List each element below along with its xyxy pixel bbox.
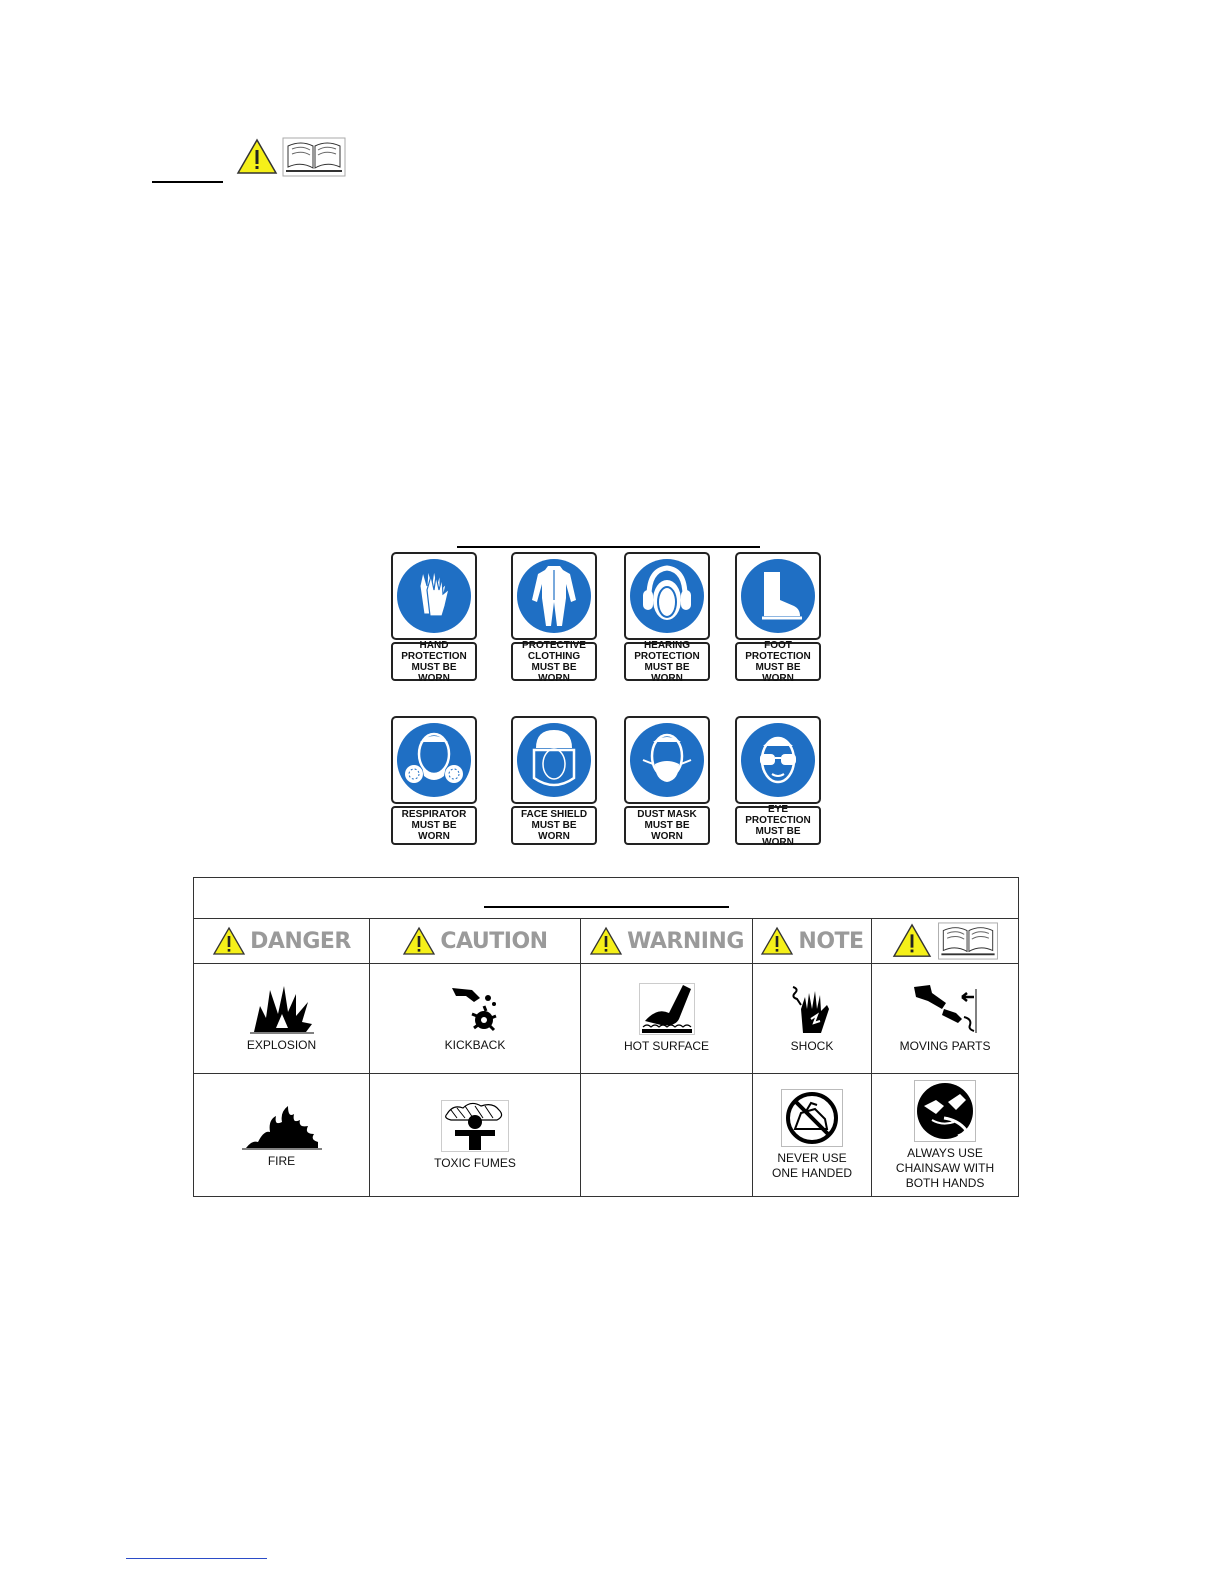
no-one-handed-icon <box>781 1089 843 1147</box>
manual-book-icon <box>937 922 999 960</box>
ppe-sign-dust-mask <box>623 715 711 845</box>
level-warning <box>581 919 753 964</box>
hazard-label: MOVING PARTS <box>899 1039 991 1053</box>
heading-underline <box>152 181 223 183</box>
explosion-icon <box>250 984 314 1034</box>
hazard-label: TOXIC FUMES <box>434 1155 516 1170</box>
fire-icon <box>242 1102 322 1150</box>
ppe-heading-underline <box>457 546 760 548</box>
moving-parts-icon <box>912 983 978 1035</box>
level-label: NOTE <box>798 928 864 954</box>
hazard-both-hands <box>872 1074 1019 1197</box>
footer-link-underline <box>126 1558 267 1559</box>
hazard-explosion <box>194 964 370 1074</box>
hazard-fire <box>194 1074 370 1197</box>
ppe-label: FACE SHIELD MUST BE WORN <box>511 806 597 845</box>
level-read-manual <box>872 919 1019 964</box>
goggles-icon <box>740 720 816 800</box>
ppe-sign-face-shield <box>510 715 598 845</box>
gloves-icon <box>396 556 472 636</box>
both-hands-icon <box>914 1080 976 1142</box>
ppe-label: HAND PROTECTION MUST BE WORN <box>391 642 477 681</box>
hazard-label: ALWAYS USE CHAINSAW WITH BOTH HANDS <box>895 1145 995 1190</box>
hazard-shock <box>753 964 872 1074</box>
ppe-sign-hand <box>390 551 478 684</box>
hazard-empty-cell <box>581 1074 753 1197</box>
shock-icon <box>789 983 835 1035</box>
hazard-label: NEVER USE ONE HANDED <box>771 1151 852 1180</box>
ppe-sign-eye <box>734 715 822 848</box>
hazard-label: FIRE <box>267 1153 296 1168</box>
level-label: WARNING <box>627 928 744 954</box>
level-label: DANGER <box>250 928 351 954</box>
ppe-sign-clothing <box>510 551 598 684</box>
ppe-label: DUST MASK MUST BE WORN <box>624 806 710 845</box>
hazard-label: KICKBACK <box>444 1038 506 1052</box>
ppe-sign-respirator <box>390 715 478 845</box>
ppe-label: RESPIRATOR MUST BE WORN <box>391 806 477 845</box>
warning-triangle-icon <box>760 926 794 956</box>
ppe-sign-hearing <box>623 551 711 684</box>
hot-surface-icon <box>639 983 695 1035</box>
table-title-cell <box>194 878 1019 919</box>
table-heading-underline <box>484 906 729 908</box>
ppe-sign-foot <box>734 551 822 684</box>
ear-muffs-icon <box>629 556 705 636</box>
respirator-icon <box>396 720 472 800</box>
level-caution <box>370 919 581 964</box>
boot-icon <box>740 556 816 636</box>
ppe-label: HEARING PROTECTION MUST BE WORN <box>624 642 710 681</box>
safety-symbols-table <box>193 877 1019 1197</box>
ppe-label: FOOT PROTECTION MUST BE WORN <box>735 642 821 681</box>
ppe-label: EYE PROTECTION MUST BE WORN <box>735 806 821 845</box>
toxic-fumes-icon <box>441 1100 509 1152</box>
hazard-moving-parts <box>872 964 1019 1074</box>
hazard-label: HOT SURFACE <box>623 1039 710 1053</box>
warning-triangle-icon <box>891 923 933 959</box>
face-shield-icon <box>516 720 592 800</box>
hazard-kickback <box>370 964 581 1074</box>
level-label: CAUTION <box>440 928 548 954</box>
hazard-never-one-handed <box>753 1074 872 1197</box>
warning-triangle-icon <box>589 926 623 956</box>
dust-mask-icon <box>629 720 705 800</box>
hazard-label: EXPLOSION <box>246 1038 317 1052</box>
hazard-toxic-fumes <box>370 1074 581 1197</box>
warning-triangle-icon <box>236 138 278 176</box>
kickback-icon <box>450 984 500 1034</box>
coverall-icon <box>516 556 592 636</box>
ppe-label: PROTECTIVE CLOTHING MUST BE WORN <box>511 642 597 681</box>
level-note <box>753 919 872 964</box>
warning-triangle-icon <box>212 926 246 956</box>
warning-triangle-icon <box>402 926 436 956</box>
level-danger <box>194 919 370 964</box>
hazard-label: SHOCK <box>790 1039 834 1053</box>
manual-book-icon <box>282 137 346 177</box>
hazard-hot-surface <box>581 964 753 1074</box>
